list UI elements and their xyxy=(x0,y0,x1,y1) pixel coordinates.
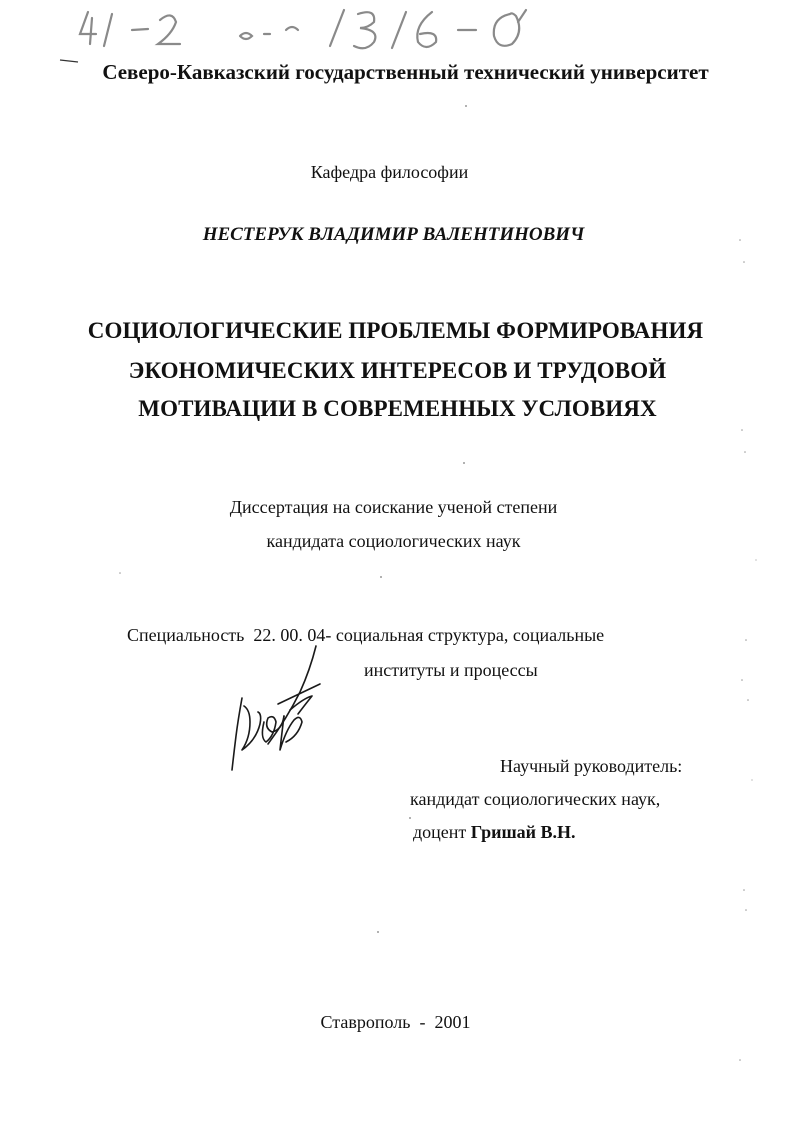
degree-statement-line-2: кандидата социологических наук xyxy=(266,531,521,551)
dissertation-title-line-3: МОТИВАЦИИ В СОВРЕМЕННЫХ УСЛОВИЯХ xyxy=(138,396,657,421)
supervisor-name-line xyxy=(413,822,576,843)
specialty-code: 22. 00. 04 xyxy=(253,625,326,645)
specialty-description-continued: институты и процессы xyxy=(364,660,538,680)
year: 2001 xyxy=(434,1012,471,1032)
specialty-label: Специальность xyxy=(127,625,245,645)
city: Ставрополь xyxy=(320,1012,411,1032)
degree-statement-line-1: Диссертация на соискание ученой степени xyxy=(229,497,558,517)
supervisor-degree: кандидат социологических наук, xyxy=(410,789,661,809)
signature xyxy=(220,640,340,775)
supervisor-title: доцент xyxy=(413,822,467,842)
supervisor-name: Гришай В.Н. xyxy=(470,822,576,842)
city-year xyxy=(0,1012,795,1033)
specialty-description: - социальная структура, социальные xyxy=(325,625,605,645)
supervisor-label: Научный руководитель: xyxy=(500,756,683,776)
city-year-separator: - xyxy=(419,1012,426,1032)
dissertation-title-line-2: ЭКОНОМИЧЕСКИХ ИНТЕРЕСОВ И ТРУДОВОЙ xyxy=(128,358,667,383)
author-name: НЕСТЕРУК ВЛАДИМИР ВАЛЕНТИНОВИЧ xyxy=(202,224,585,245)
handwritten-archive-code xyxy=(40,0,560,62)
department-name: Кафедра философии xyxy=(310,162,469,182)
dissertation-title-line-1: СОЦИОЛОГИЧЕСКИЕ ПРОБЛЕМЫ ФОРМИРОВАНИЯ xyxy=(87,318,704,343)
university-name: Северо-Кавказский государственный технический университет xyxy=(102,60,709,84)
specialty-line xyxy=(127,625,604,646)
